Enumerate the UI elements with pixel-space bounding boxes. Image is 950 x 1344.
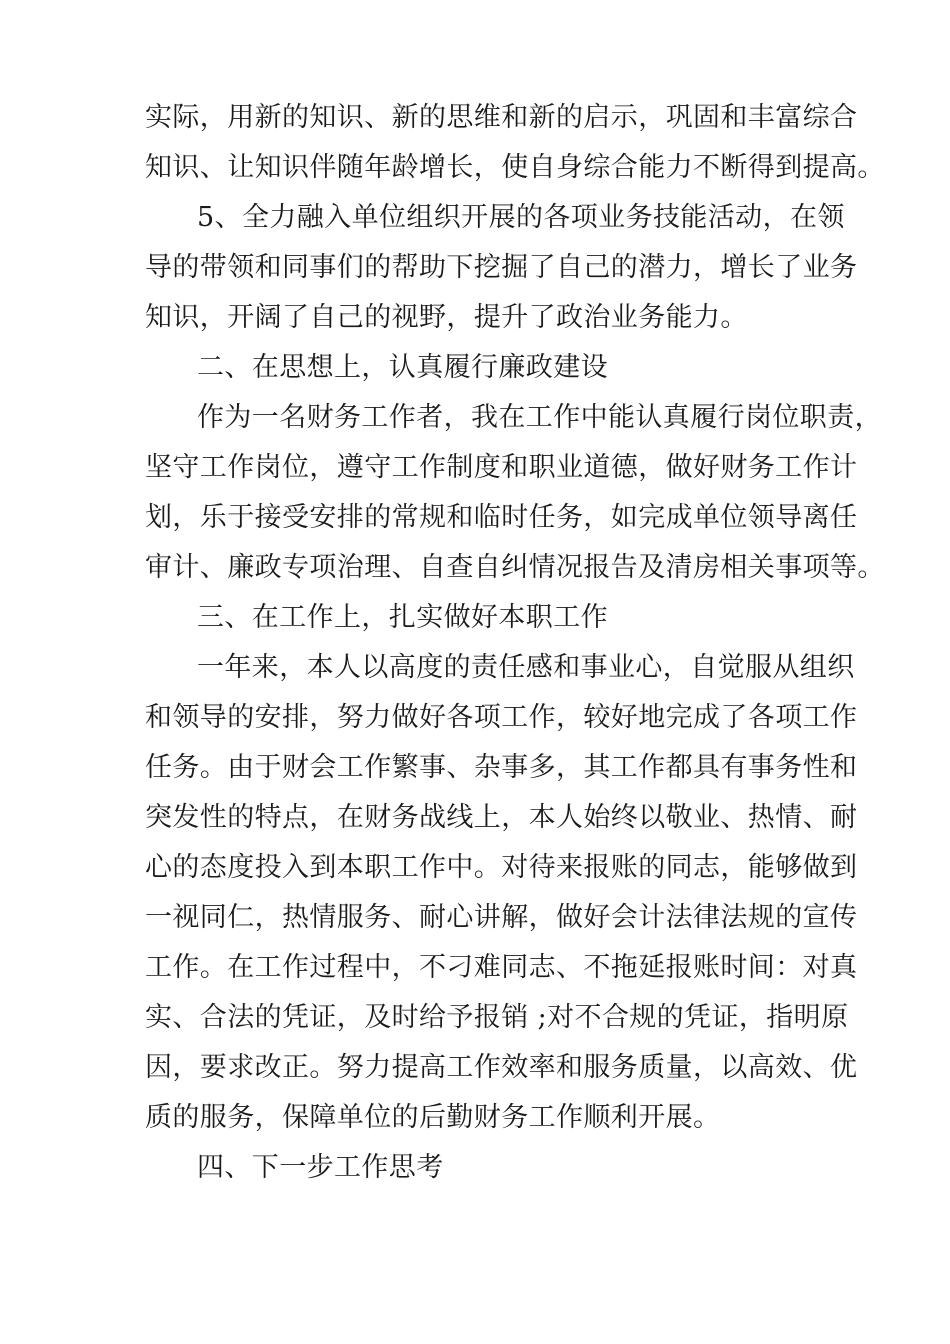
body-text-line: 5、全力融入单位组织开展的各项业务技能活动，在领 [197,202,845,233]
body-text-line: 实、合法的凭证，及时给予报销 ;对不合规的凭证，指明原 [145,1002,849,1033]
body-text-line: 审计、廉政专项治理、自查自纠情况报告及清房相关事项等。 [145,552,885,583]
body-text-line: 知识、让知识伴随年龄增长，使自身综合能力不断得到提高。 [145,152,885,183]
body-text-line: 实际，用新的知识、新的思维和新的启示，巩固和丰富综合 [145,102,858,133]
body-text-line: 心的态度投入到本职工作中。对待来报账的同志，能够做到 [145,852,858,883]
body-text-line: 一年来，本人以高度的责任感和事业心，自觉服从组织 [197,652,855,683]
body-text-line: 坚守工作岗位，遵守工作制度和职业道德，做好财务工作计 [145,452,858,483]
body-text-line: 导的带领和同事们的帮助下挖掘了自己的潜力，增长了业务 [145,252,858,283]
body-text-line: 一视同仁，热情服务、耐心讲解，做好会计法律法规的宣传 [145,902,858,933]
body-text-line: 划，乐于接受安排的常规和临时任务，如完成单位领导离任 [145,502,858,533]
body-text-line: 和领导的安排，努力做好各项工作，较好地完成了各项工作 [145,702,858,733]
body-text-line: 突发性的特点，在财务战线上，本人始终以敬业、热情、耐 [145,802,858,833]
body-text-line: 作为一名财务工作者，我在工作中能认真履行岗位职责， [197,402,882,433]
section-heading: 四、下一步工作思考 [197,1152,444,1183]
body-text-line: 因，要求改正。努力提高工作效率和服务质量，以高效、优 [145,1052,858,1083]
body-text-line: 质的服务，保障单位的后勤财务工作顺利开展。 [145,1102,721,1133]
body-text-line: 工作。在工作过程中，不刁难同志、不拖延报账时间：对真 [145,952,858,983]
body-text-line: 任务。由于财会工作繁事、杂事多，其工作都具有事务性和 [145,752,858,783]
section-heading: 二、在思想上，认真履行廉政建设 [197,352,608,383]
body-text-line: 知识，开阔了自己的视野，提升了政治业务能力。 [145,302,748,333]
section-heading: 三、在工作上，扎实做好本职工作 [197,602,608,633]
